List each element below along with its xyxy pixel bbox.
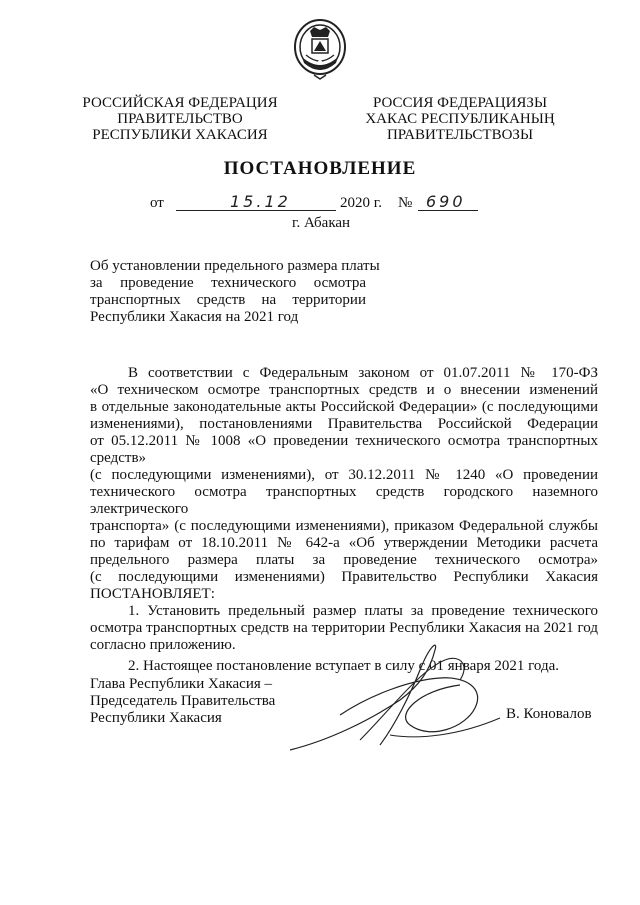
position-line: Глава Республики Хакасия –: [90, 676, 273, 692]
handwritten-number: 690: [426, 192, 466, 211]
from-label: от: [150, 195, 164, 211]
handwritten-signature: [270, 640, 520, 760]
handwritten-date: 15.12: [230, 192, 291, 211]
position-line: Председатель Правительства: [90, 693, 276, 709]
subject-line: Об установлении предельного размера платы: [90, 258, 380, 274]
header-right-line: ХАКАС РЕСПУБЛИКАНЫҢ: [365, 111, 555, 127]
body-line: предельного размера платы за проведение технического осмотра»: [90, 552, 598, 568]
item-1-line: осмотра транспортных средств на территории Республики Хакасия на 2021 год: [90, 620, 598, 636]
header-left-line: РЕСПУБЛИКИ ХАКАСИЯ: [92, 127, 268, 143]
position-line: Республики Хакасия: [90, 710, 222, 726]
body-line: технического осмотра транспортных средств городского наземного электрического: [90, 484, 598, 517]
subject-line: Республики Хакасия на 2021 год: [90, 309, 299, 325]
header-left: [80, 95, 280, 143]
item-2-line: 2. Настоящее постановление вступает в силу с 01 января 2021 года.: [128, 658, 560, 674]
item-1-line: согласно приложению.: [90, 637, 236, 653]
body-line: «О техническом осмотре транспортных средств и о внесении изменений: [90, 382, 598, 398]
body-line: В соответствии с Федеральным законом от 01.07.2011 № 170-ФЗ: [128, 365, 598, 381]
document-title: ПОСТАНОВЛЕНИЕ: [223, 158, 417, 179]
item-1-line: 1. Установить предельный размер платы за проведение технического: [128, 603, 598, 619]
subject-block: [90, 258, 380, 326]
number-label: №: [398, 195, 413, 211]
body-text: [90, 365, 598, 675]
signatory-position: [90, 676, 275, 727]
body-line: от 05.12.2011 № 1008 «О проведении технического осмотра транспортных средств»: [90, 433, 598, 466]
body-line: транспорта» (с последующими изменениями), приказом Федеральной службы: [90, 518, 598, 534]
date-number-line: [150, 192, 490, 215]
header-right-line: РОССИЯ ФЕДЕРАЦИЯЗЫ: [372, 95, 548, 111]
body-line: по тарифам от 18.10.2011 № 642-а «Об утверждении Методики расчета: [90, 535, 598, 551]
header-left-line: РОССИЙСКАЯ ФЕДЕРАЦИЯ: [82, 95, 278, 111]
body-line: (с последующими изменениями), от 30.12.2011 № 1240 «О проведении: [90, 467, 598, 483]
header-right: [360, 95, 560, 143]
city-label: г. Абакан: [292, 215, 351, 231]
subject-line: за проведение технического осмотра: [90, 275, 366, 291]
body-line: в отдельные законодательные акты Российской Федерации» (с последующими: [90, 399, 598, 415]
header-left-line: ПРАВИТЕЛЬСТВО: [117, 111, 243, 127]
subject-line: транспортных средств на территории: [90, 292, 366, 308]
body-line: ПОСТАНОВЛЯЕТ:: [90, 586, 215, 602]
coat-of-arms-emblem: [292, 17, 348, 81]
body-line: изменениями), постановлениями Правительства Российской Федерации: [90, 416, 598, 432]
signatory-name: В. Коновалов: [506, 706, 592, 722]
body-line: (с последующими изменениями) Правительство Республики Хакасия: [90, 569, 598, 585]
year-label: 2020 г.: [340, 195, 382, 211]
header-right-line: ПРАВИТЕЛЬСТВОЗЫ: [386, 127, 534, 143]
